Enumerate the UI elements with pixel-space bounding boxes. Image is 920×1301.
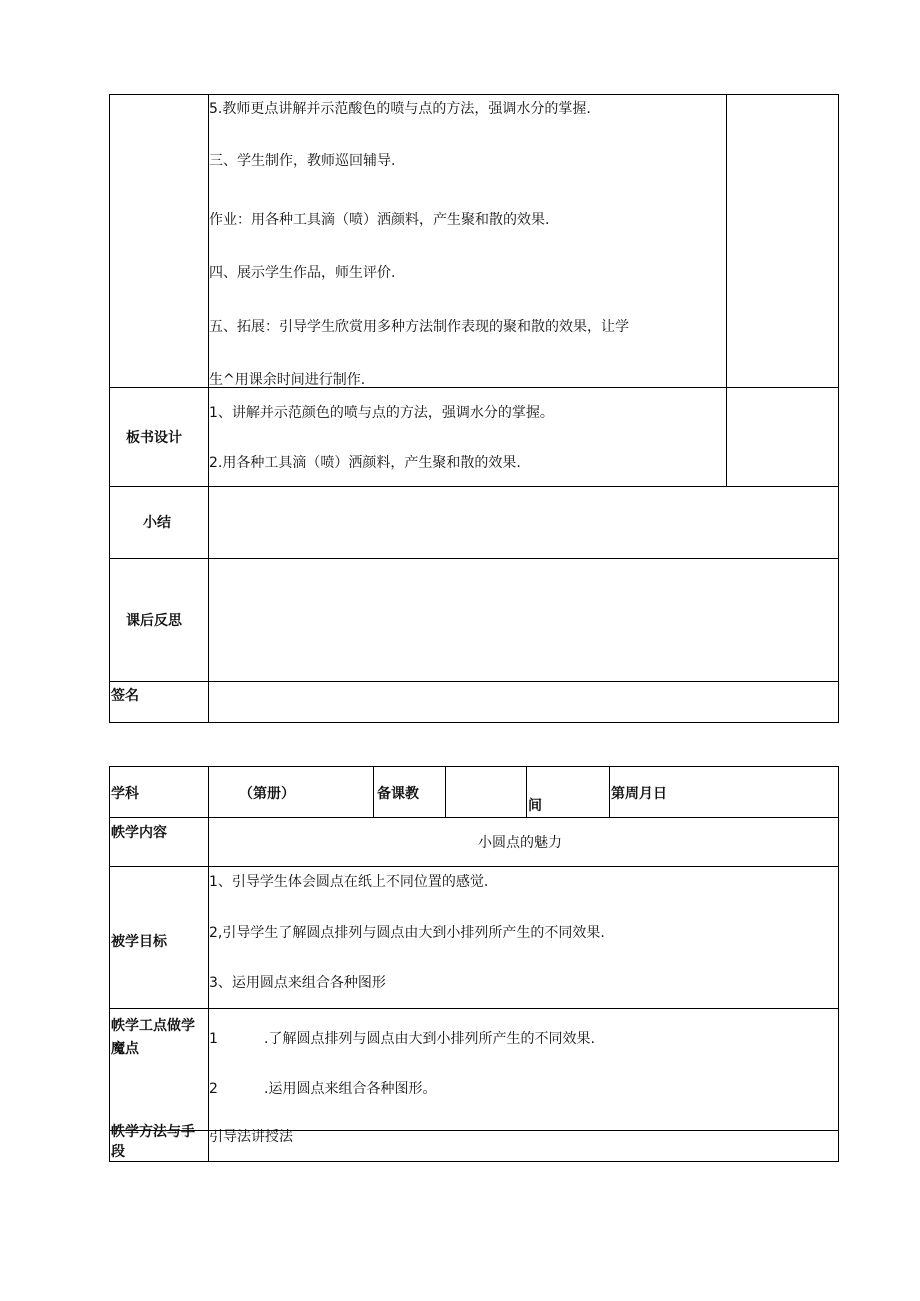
content-value-cell bbox=[208, 817, 839, 867]
key-points-value-cell bbox=[208, 1008, 839, 1131]
board-label-cell bbox=[109, 387, 209, 487]
content-line: 四、展示学生作品，师生评价. bbox=[209, 265, 396, 281]
summary-label: 小结 bbox=[143, 515, 171, 531]
key-points-label-cell bbox=[109, 1008, 209, 1131]
board-label: 板书设计 bbox=[126, 430, 182, 446]
volume-cell bbox=[208, 766, 374, 818]
reflection-cell bbox=[208, 558, 839, 682]
summary-label-cell bbox=[109, 486, 209, 559]
key-point-text: .运用圆点来组合各种图形。 bbox=[264, 1081, 437, 1097]
summary-cell bbox=[208, 486, 839, 559]
key-point-number: 1 bbox=[209, 1031, 218, 1047]
content-line: 作业：用各种工具滴（喷）洒颜料，产生聚和散的效果. bbox=[209, 212, 550, 228]
time-label: 间 bbox=[528, 798, 542, 814]
goal-item: 1、引导学生体会圆点在纸上不同位置的感觉. bbox=[209, 874, 489, 890]
content-line: 五、拓展：引导学生欣赏用多种方法制作表现的聚和散的效果，让学 bbox=[209, 319, 629, 335]
reflection-label: 课后反思 bbox=[126, 613, 182, 629]
key-points-label: 魔点 bbox=[111, 1041, 139, 1057]
prep-teacher-value-cell bbox=[445, 766, 527, 818]
content-label-cell bbox=[109, 817, 209, 867]
method-value: 引导法讲授法 bbox=[209, 1129, 293, 1145]
prep-teacher-label: 备课教 bbox=[377, 786, 419, 802]
subject-label-cell bbox=[109, 766, 209, 818]
board-line: 1、讲解并示范颜色的喷与点的方法，强调水分的掌握。 bbox=[209, 405, 554, 421]
content-line: 生^用课余时间进行制作. bbox=[209, 372, 366, 388]
board-cell bbox=[208, 387, 727, 487]
key-point-text: .了解圆点排列与圆点由大到小排列所产生的不同效果. bbox=[264, 1031, 595, 1047]
date-cell bbox=[609, 766, 839, 818]
goal-item: 3、运用圆点来组合各种图形 bbox=[209, 975, 386, 991]
goal-item: 2,引导学生了解圆点排列与圆点由大到小排列所产生的不同效果. bbox=[209, 925, 605, 941]
content-line: 三、学生制作，教师巡回辅导. bbox=[209, 153, 396, 169]
board-line: 2.用各种工具滴（喷）洒颜料，产生聚和散的效果. bbox=[209, 455, 521, 471]
teaching-content-label: 帙学内容 bbox=[111, 825, 167, 841]
goals-value-cell bbox=[208, 866, 839, 1009]
method-value-cell bbox=[208, 1130, 839, 1162]
subject-label: 学科 bbox=[111, 786, 139, 802]
reflection-label-cell bbox=[109, 558, 209, 682]
key-point-number: 2 bbox=[209, 1081, 218, 1097]
method-label: 帙学方法与手 bbox=[111, 1124, 195, 1140]
date-label: 第周月日 bbox=[611, 786, 667, 802]
teaching-content-value: 小圆点的魅力 bbox=[478, 835, 562, 851]
content-cell bbox=[208, 94, 727, 388]
goals-label-cell bbox=[109, 866, 209, 1009]
volume-label: （第册） bbox=[239, 786, 295, 802]
board-side-cell bbox=[726, 387, 839, 487]
prep-teacher-cell bbox=[373, 766, 446, 818]
content-label-cell bbox=[109, 94, 209, 388]
signature-label-cell bbox=[109, 681, 209, 723]
content-side-cell bbox=[726, 94, 839, 388]
content-line: 5.教师更点讲解并示范酸色的喷与点的方法，强调水分的掌握. bbox=[209, 101, 591, 117]
signature-label: 签名 bbox=[111, 688, 139, 704]
signature-cell bbox=[208, 681, 839, 723]
key-points-label: 帙学工点做学 bbox=[111, 1018, 195, 1034]
method-label-cell bbox=[109, 1124, 209, 1162]
method-label: 段 bbox=[111, 1144, 125, 1160]
teaching-goals-label: 被学目标 bbox=[111, 934, 167, 950]
time-cell bbox=[526, 766, 610, 818]
